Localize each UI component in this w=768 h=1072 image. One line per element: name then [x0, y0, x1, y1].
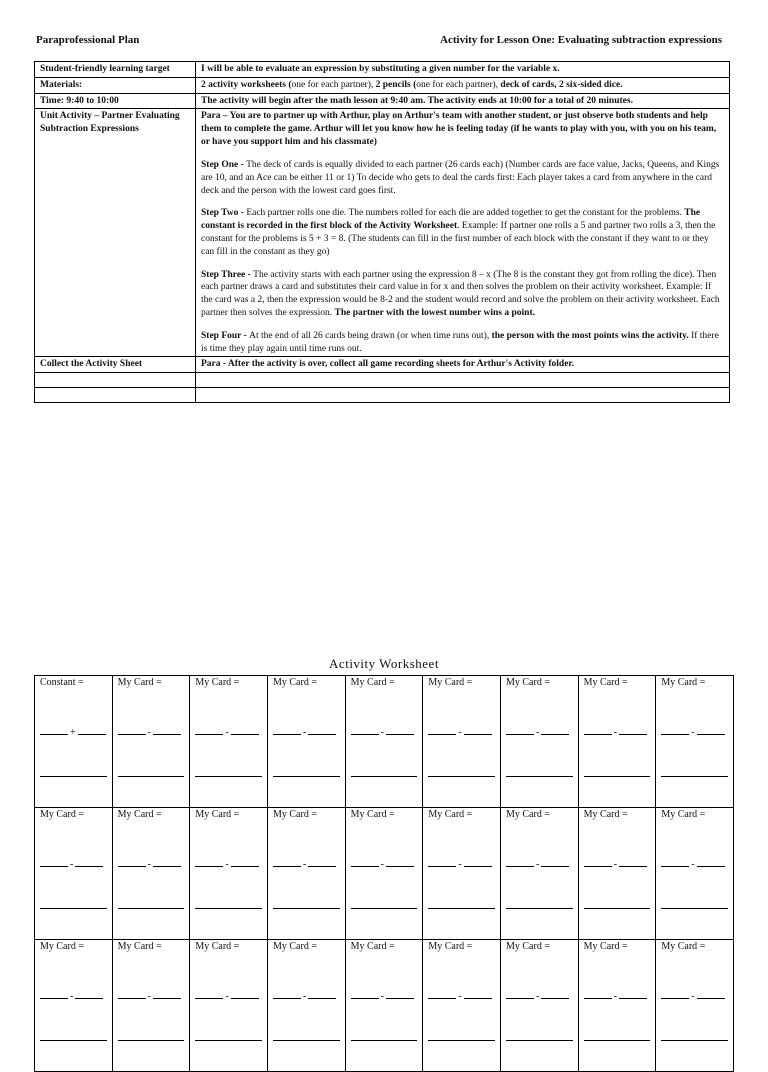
card-cell[interactable]	[423, 940, 501, 1072]
expression-blanks: -	[195, 991, 263, 1002]
card-cell[interactable]	[268, 676, 346, 808]
card-label: My Card =	[117, 677, 162, 688]
answer-line	[195, 908, 262, 909]
card-cell[interactable]	[190, 676, 268, 808]
plan-paragraph: 2 activity worksheets (one for each partner), 2 pencils (one for each partner), deck of cards, 2 six-sided dice.	[201, 79, 623, 90]
card-label: My Card =	[583, 677, 628, 688]
plan-row-label	[35, 388, 196, 403]
expression-blanks: -	[40, 991, 108, 1002]
plan-row	[35, 93, 730, 109]
answer-line	[661, 776, 728, 777]
answer-line	[118, 908, 185, 909]
card-cell[interactable]	[268, 940, 346, 1072]
card-label: My Card =	[583, 809, 628, 820]
expression-blanks: -	[661, 859, 729, 870]
expression-blanks: -	[118, 859, 186, 870]
plan-row-label: Student-friendly learning target	[35, 62, 196, 78]
expression-blanks: -	[351, 991, 419, 1002]
expression-blanks: -	[584, 859, 652, 870]
card-label: My Card =	[661, 809, 706, 820]
plan-row	[35, 77, 730, 93]
answer-line	[428, 908, 495, 909]
answer-line	[118, 1040, 185, 1041]
plan-row	[35, 357, 730, 373]
expression-blanks: -	[584, 991, 652, 1002]
card-cell[interactable]	[579, 676, 657, 808]
card-cell[interactable]	[113, 940, 191, 1072]
answer-line	[118, 776, 185, 777]
card-cell[interactable]	[113, 676, 191, 808]
plan-paragraph: The activity will begin after the math lesson at 9:40 am. The activity ends at 10:00 for a total of 20 minutes.	[201, 95, 633, 106]
expression-blanks: -	[428, 727, 496, 738]
plan-row-content	[196, 62, 730, 78]
card-label: My Card =	[195, 677, 240, 688]
card-label: My Card =	[505, 941, 550, 952]
answer-line	[428, 776, 495, 777]
expression-blanks: -	[40, 859, 108, 870]
plan-row-content	[196, 93, 730, 109]
constant-cell[interactable]	[35, 676, 113, 808]
card-label: My Card =	[350, 809, 395, 820]
plan-row	[35, 109, 730, 357]
expression-blanks: -	[273, 727, 341, 738]
expression-blanks: -	[118, 991, 186, 1002]
card-cell[interactable]	[190, 808, 268, 940]
expression-blanks: -	[118, 727, 186, 738]
page-header	[36, 34, 722, 46]
card-cell[interactable]	[35, 940, 113, 1072]
answer-line	[584, 776, 651, 777]
worksheet-grid	[34, 675, 734, 1072]
answer-line	[584, 908, 651, 909]
card-label: My Card =	[428, 677, 473, 688]
card-label: My Card =	[350, 941, 395, 952]
plan-row-content	[196, 77, 730, 93]
expression-blanks: +	[40, 727, 108, 738]
expression-blanks: -	[584, 727, 652, 738]
card-label: My Card =	[661, 677, 706, 688]
card-cell[interactable]	[346, 940, 424, 1072]
plan-row-content	[196, 388, 730, 403]
plan-row-label: Time: 9:40 to 10:00	[35, 93, 196, 109]
card-cell[interactable]	[579, 940, 657, 1072]
answer-line	[195, 776, 262, 777]
expression-blanks: -	[428, 859, 496, 870]
expression-blanks: -	[273, 991, 341, 1002]
card-label: My Card =	[117, 941, 162, 952]
expression-blanks: -	[195, 859, 263, 870]
answer-line	[40, 776, 107, 777]
card-label: My Card =	[272, 809, 317, 820]
card-cell[interactable]	[656, 808, 734, 940]
answer-line	[506, 776, 573, 777]
expression-blanks: -	[661, 727, 729, 738]
plan-paragraph: Step Four - At the end of all 26 cards being drawn (or when time runs out), the person with the most points wins the activity. If there is time they play again until time runs out.	[201, 330, 719, 354]
card-cell[interactable]	[346, 676, 424, 808]
card-cell[interactable]	[190, 940, 268, 1072]
card-label: My Card =	[583, 941, 628, 952]
card-cell[interactable]	[268, 808, 346, 940]
expression-blanks: -	[506, 859, 574, 870]
plan-paragraph: Step One - The deck of cards is equally divided to each partner (26 cards each) (Number cards are face value, Jacks, Queens, and Kings are 10, and an Ace can be either 11 or 1) To decide who gets to deal the cards first: Each player takes a card from anywhere in the card deck and the person with the lowest card goes first.	[201, 159, 720, 196]
card-cell[interactable]	[579, 808, 657, 940]
card-cell[interactable]	[423, 808, 501, 940]
card-label: My Card =	[272, 941, 317, 952]
card-label: My Card =	[117, 809, 162, 820]
plan-row	[35, 62, 730, 78]
worksheet-title: Activity Worksheet	[329, 656, 439, 671]
plan-row-label: Collect the Activity Sheet	[35, 357, 196, 373]
plan-row	[35, 388, 730, 403]
answer-line	[351, 1040, 418, 1041]
answer-line	[428, 1040, 495, 1041]
card-label: My Card =	[195, 941, 240, 952]
plan-row-label: Unit Activity – Partner Evaluating Subtraction Expressions	[35, 109, 196, 357]
answer-line	[273, 1040, 340, 1041]
expression-blanks: -	[195, 727, 263, 738]
expression-blanks: -	[351, 727, 419, 738]
answer-line	[273, 908, 340, 909]
constant-label: Constant =	[40, 677, 84, 688]
answer-line	[195, 1040, 262, 1041]
plan-row-label: Materials:	[35, 77, 196, 93]
card-cell[interactable]	[113, 808, 191, 940]
answer-line	[40, 908, 107, 909]
header-left-title: Paraprofessional Plan	[36, 34, 140, 46]
plan-row-content	[196, 109, 730, 357]
card-cell[interactable]	[35, 808, 113, 940]
card-cell[interactable]	[656, 940, 734, 1072]
card-label: My Card =	[428, 941, 473, 952]
expression-blanks: -	[506, 727, 574, 738]
header-right-title: Activity for Lesson One: Evaluating subtraction expressions	[440, 34, 722, 46]
plan-paragraph: Step Three - The activity starts with each partner using the expression 8 – x (The 8 is the constant they got from rolling the dice). Then each partner draws a card and substitutes their card value in for x and then solves the problem on their activity worksheet. Example: If the card was a 2, then the expression would be 8-2 and the student would record and solve the problem on their activity worksheet. Each partner then solves the expression. The partner with the lowest number wins a point.	[201, 269, 720, 318]
answer-line	[584, 1040, 651, 1041]
plan-row-content	[196, 357, 730, 373]
answer-line	[351, 776, 418, 777]
card-cell[interactable]	[346, 808, 424, 940]
card-label: My Card =	[505, 809, 550, 820]
expression-blanks: -	[273, 859, 341, 870]
answer-line	[351, 908, 418, 909]
card-label: My Card =	[40, 809, 84, 820]
card-label: My Card =	[272, 677, 317, 688]
answer-line	[506, 1040, 573, 1041]
card-label: My Card =	[505, 677, 550, 688]
card-label: My Card =	[40, 941, 84, 952]
card-cell[interactable]	[501, 676, 579, 808]
card-label: My Card =	[350, 677, 395, 688]
plan-row	[35, 373, 730, 388]
expression-blanks: -	[351, 859, 419, 870]
card-label: My Card =	[661, 941, 706, 952]
answer-line	[661, 908, 728, 909]
card-cell[interactable]	[656, 676, 734, 808]
expression-blanks: -	[428, 991, 496, 1002]
answer-line	[40, 1040, 107, 1041]
plan-table	[34, 61, 730, 403]
card-cell[interactable]	[501, 940, 579, 1072]
plan-paragraph: I will be able to evaluate an expression by substituting a given number for the variable x.	[201, 64, 560, 74]
card-label: My Card =	[195, 809, 240, 820]
plan-row-content	[196, 373, 730, 388]
expression-blanks: -	[506, 991, 574, 1002]
plan-paragraph: Para – You are to partner up with Arthur, play on Arthur's team with another student, or just observe both students and help them to complete the game. Arthur will let you know how he is feeling today (if he wants to play with you, with you on his team, or have you support him and his classmate)	[201, 111, 717, 148]
expression-blanks: -	[661, 991, 729, 1002]
answer-line	[273, 776, 340, 777]
plan-paragraph: Step Two - Each partner rolls one die. The numbers rolled for each die are added together to get the constant for the problems. The constant is recorded in the first block of the Activity Worksheet. Example: If partner one rolls a 5 and partner two rolls a 3, then the constant for the problems is 5 + 3 = 8. (The students can fill in the first number of each block with the constant if they want to or they can fill in the constant as they go)	[201, 208, 716, 257]
plan-paragraph: Para - After the activity is over, collect all game recording sheets for Arthur's Activity folder.	[201, 359, 575, 370]
card-cell[interactable]	[501, 808, 579, 940]
card-cell[interactable]	[423, 676, 501, 808]
plan-row-label	[35, 373, 196, 388]
card-label: My Card =	[428, 809, 473, 820]
answer-line	[661, 1040, 728, 1041]
answer-line	[506, 908, 573, 909]
